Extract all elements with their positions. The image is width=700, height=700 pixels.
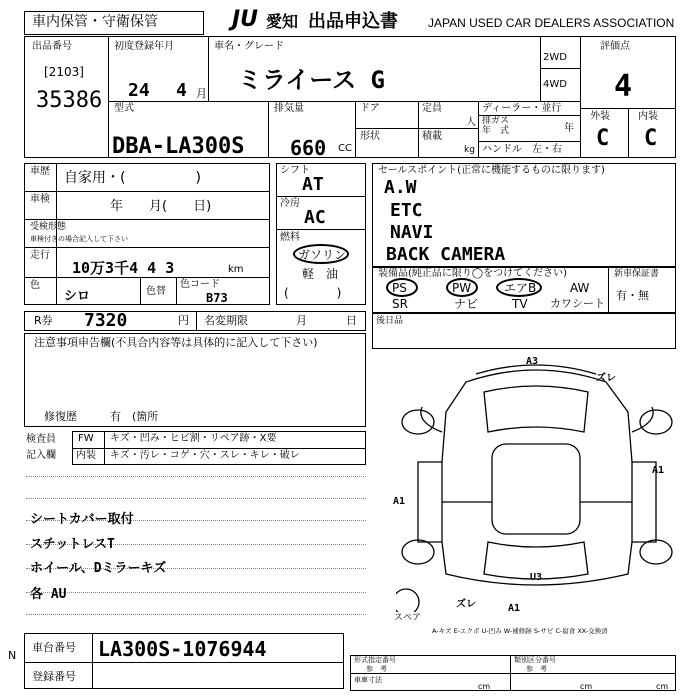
footer-ref-1: 参 考 [366, 665, 387, 673]
color-label: 色 [30, 280, 40, 291]
model-label: 車名・グレード [214, 41, 284, 52]
footer-garage: 車庫寸法 [354, 676, 382, 684]
diagram-mark-u3: U3 [530, 572, 543, 583]
km-unit: km [228, 264, 244, 275]
type-value: DBA-LA300S [112, 134, 245, 159]
history-label: 車歴 [30, 166, 50, 177]
lot-number: 35386 [36, 88, 103, 113]
inspector-label-1: 検査員 [26, 434, 56, 445]
note-line-4: 各 AU [30, 587, 67, 602]
kg-unit: kg [464, 145, 475, 155]
equipment-label: 装備品(純正品に限り◯をつけてください) [378, 268, 567, 279]
note-line-3: ホイール、Dミラーキズ [30, 561, 167, 576]
form-title: 出品申込書 [308, 11, 398, 32]
diagram-mark-zure-bottom: ズレ [456, 599, 476, 610]
name-change-day: 日 [346, 314, 357, 327]
recycle-label: R券 [34, 314, 53, 327]
sales-point-2: ETC [390, 200, 423, 221]
inspection-label: 車検 [30, 194, 50, 205]
equip-ps-circle [386, 278, 418, 297]
spare-label: スペア [394, 613, 422, 623]
fuel-gas-circle [293, 244, 349, 264]
handle-label: ハンドル 左・右 [482, 144, 562, 155]
inspector-int: 内装 [76, 450, 96, 461]
sales-points-label: セールスポイント(正常に機能するものに限ります) [378, 165, 605, 176]
receipt-label: 受検形態 [30, 222, 67, 232]
note-line-1: シートカバー取付 [30, 512, 134, 527]
inspector-fw: FW [78, 433, 94, 444]
color-code-label: 色コード [180, 279, 220, 290]
diagram-mark-a1-right: A1 [652, 465, 665, 476]
lot-sub: [2103] [44, 65, 84, 79]
shape-label: 形状 [360, 131, 380, 142]
rating-int: C [644, 126, 658, 151]
diagram-mark-zure-top: ズレ [596, 373, 616, 384]
notes-label: 注意事項申告欄(不具合内容等は具体的に記入して下さい) [34, 336, 318, 349]
inspection-value: 年 月( 日) [110, 199, 212, 214]
note-line-2: スチットレスT [30, 537, 115, 552]
recycle-value: 7320 [84, 310, 128, 331]
rating-ext-label: 外装 [590, 111, 610, 122]
diagram-mark-a1-bottom: A1 [508, 603, 521, 614]
mileage-value: 10万3千4 4 3 [72, 259, 175, 277]
registration-label: 初度登録年月 [114, 41, 174, 52]
drive-2wd: 2WD [543, 52, 567, 63]
after-goods-box [372, 313, 676, 349]
equip-airbag-circle [496, 278, 542, 297]
history-value: 自家用・( ) [64, 170, 201, 186]
shift-label: シフト [280, 165, 310, 176]
type-label: 型式 [114, 103, 134, 114]
registration-month-unit: 月 [196, 87, 207, 100]
rating-int-label: 内装 [638, 111, 658, 122]
fuel-light: 軽 油 [302, 267, 339, 281]
mileage-label: 走行 [30, 250, 50, 261]
rating-label: 評価点 [600, 41, 630, 52]
chassis-label: 車台番号 [32, 641, 76, 654]
association-name: JAPAN USED CAR DEALERS ASSOCIATION [428, 16, 675, 30]
year-unit: 年 [564, 123, 574, 134]
receipt-note: 車検付きの場合記入して下さい [30, 235, 128, 243]
new-cert-value: 有・無 [616, 289, 649, 302]
storage-label: 車内保管・守衛保管 [32, 14, 158, 30]
sales-point-3: NAVI [390, 222, 434, 243]
sales-point-1: A.W [384, 177, 417, 198]
equip-sr: SR [392, 297, 408, 311]
diagram-mark-a3: A3 [526, 356, 539, 367]
person-unit: 人 [466, 117, 476, 128]
fuel-gas: ガソリン [298, 248, 347, 262]
ac-value: AC [304, 207, 326, 228]
lot-label: 出品番号 [32, 41, 72, 52]
cc-unit: CC [338, 143, 352, 154]
fuel-other: ( ) [284, 286, 342, 300]
shift-value: AT [302, 174, 324, 195]
color-value: シロ [64, 289, 91, 304]
model-value: ミライース G [238, 66, 385, 94]
equip-seat: カワシート [550, 297, 605, 310]
chassis-value: LA300S-1076944 [98, 637, 267, 661]
drive-4wd: 4WD [543, 79, 567, 90]
equip-pw-circle [446, 278, 478, 297]
reg-number-label: 登録番号 [32, 670, 76, 683]
equip-navi: ナビ [454, 297, 479, 311]
capacity-label: 定員 [422, 103, 442, 114]
logo-region: 愛知 [266, 12, 299, 31]
ac-label: 冷房 [280, 198, 300, 209]
footer-ref-2: 参 考 [526, 665, 547, 673]
footer-form-number: 形式指定番号 [354, 656, 396, 664]
new-cert-label: 新車保証書 [614, 269, 660, 279]
color-change-label: 色替 [146, 286, 166, 297]
equip-pw: PW [452, 281, 472, 295]
color-code-value: B73 [206, 291, 228, 305]
equip-tv: TV [512, 297, 528, 311]
repair-value: 有 (箇所 [110, 410, 159, 423]
diagram-legend: A-キズ E-エクボ U-凹み W-補修跡 S-サビ C-腐食 XX-交換済 [432, 627, 608, 635]
registration-year: 24 [128, 80, 150, 101]
rating-ext: C [596, 126, 610, 151]
inspector-label-2: 記入欄 [26, 450, 56, 461]
sales-point-4: BACK CAMERA [386, 244, 506, 265]
equip-aw: AW [570, 281, 590, 295]
displacement-label: 排気量 [274, 103, 304, 114]
displacement-value: 660 [290, 136, 327, 160]
fuel-label: 燃料 [280, 232, 300, 243]
diagram-mark-a1-left: A1 [393, 496, 406, 507]
rating-value: 4 [614, 69, 633, 104]
after-goods-label: 後日品 [376, 316, 404, 326]
registration-month: 4 [176, 80, 187, 101]
inspector-row2: キズ・汚レ・コゲ・穴・スレ・キレ・破レ [110, 450, 300, 461]
footer-cm-1: cm [478, 682, 491, 691]
ju-logo: JU [232, 7, 259, 32]
recycle-yen: 円 [178, 314, 189, 327]
equip-ps: PS [392, 281, 407, 295]
footer-class-number: 類別区分番号 [514, 656, 556, 664]
equip-airbag: エアB [504, 281, 537, 295]
inspector-row1: キズ・凹み・ヒビ割・リペア跡・X要 [110, 433, 277, 444]
emission-label: 排ガス 年 式 [482, 116, 510, 136]
load-label: 積載 [422, 131, 442, 142]
mark-n: N [8, 649, 17, 662]
name-change-label: 名変期限 [204, 314, 248, 327]
footer-cm-2: cm [580, 682, 593, 691]
name-change-month: 月 [296, 314, 307, 327]
door-label: ドア [360, 103, 380, 114]
dealer-label: ディーラー・並行 [482, 103, 562, 114]
footer-cm-3: cm [656, 682, 669, 691]
recycle-box [24, 311, 366, 331]
repair-label: 修復歴 [44, 410, 77, 423]
